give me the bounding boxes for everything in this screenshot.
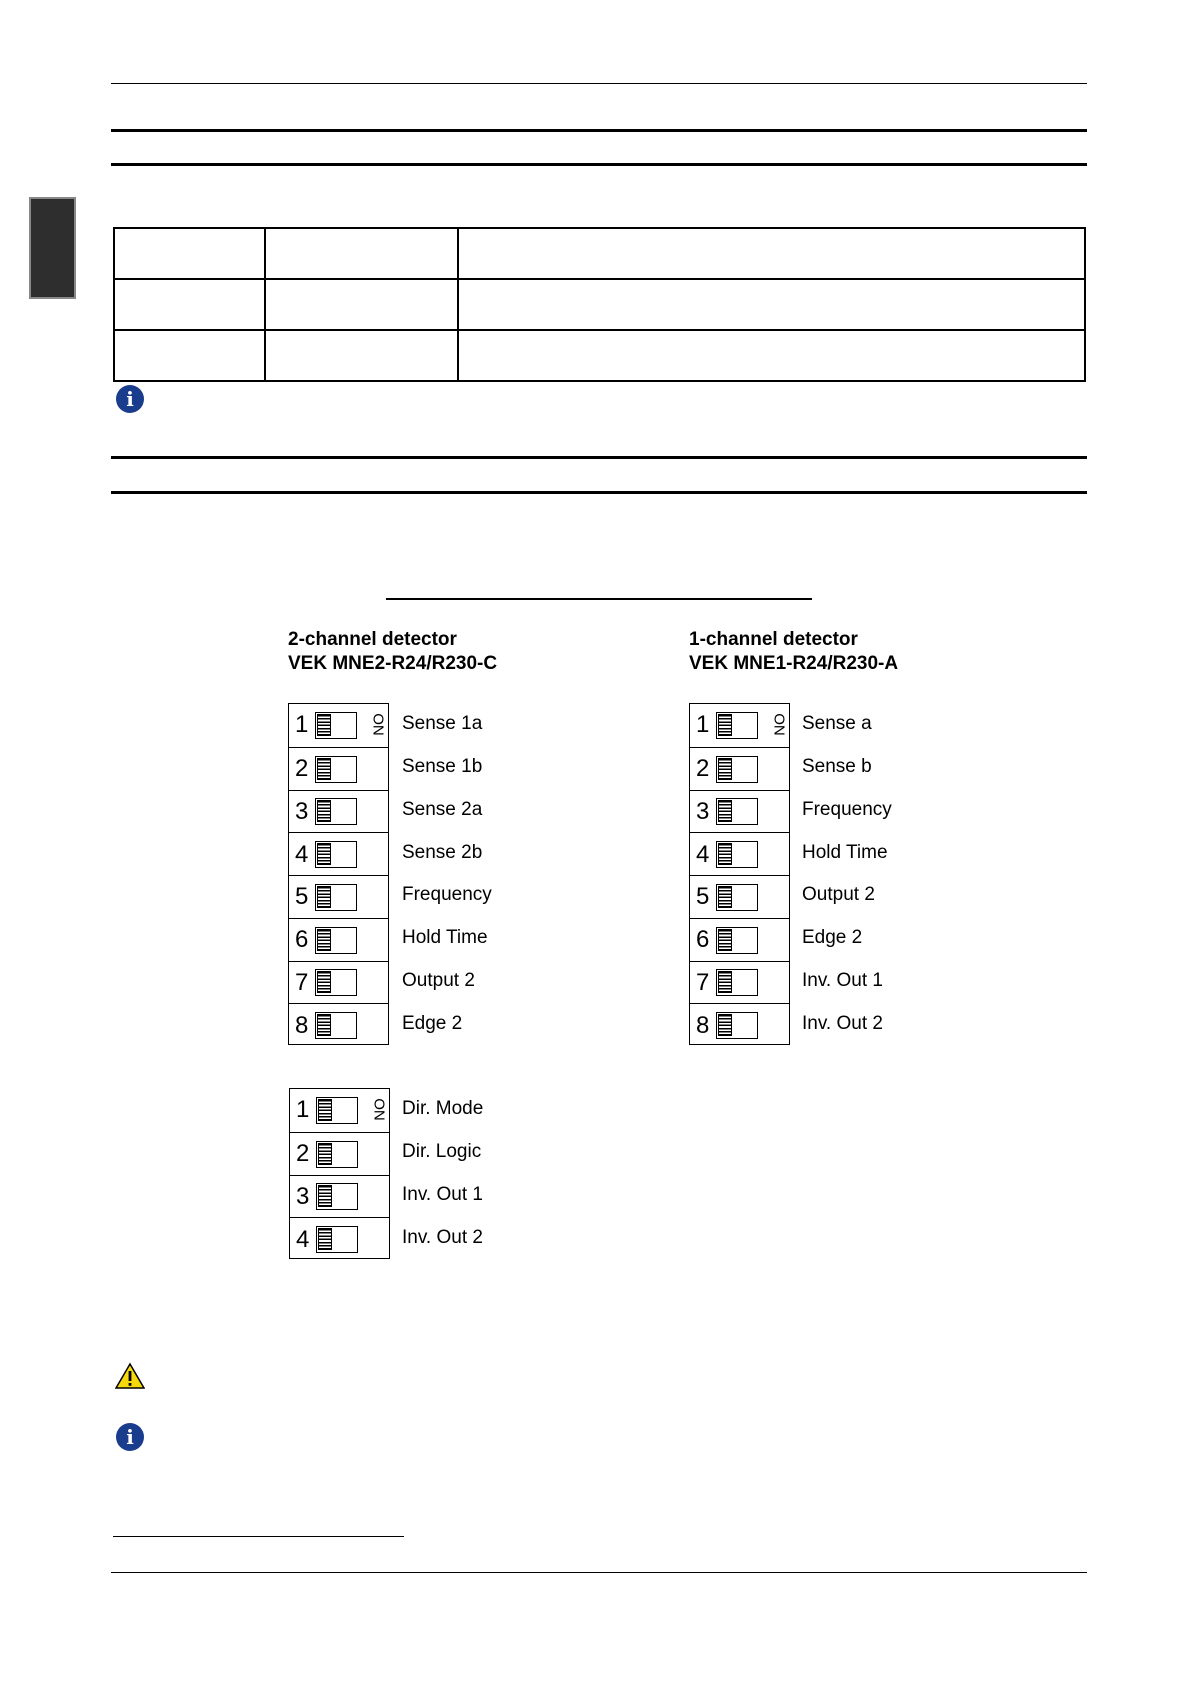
- table-row: [114, 228, 1085, 279]
- switch-number: 1: [696, 711, 710, 739]
- dip-switch-row: [289, 918, 388, 961]
- switch-function-label: Hold Time: [802, 841, 888, 863]
- switch-knob: [318, 1228, 332, 1250]
- spec-table: [113, 227, 1086, 382]
- switch-knob: [718, 714, 732, 736]
- dip-switch-toggle[interactable]: [716, 927, 758, 954]
- switch-function-label: Dir. Mode: [402, 1098, 484, 1120]
- switch-number: 2: [296, 1140, 310, 1168]
- switch-knob: [317, 1014, 331, 1036]
- on-label: ON: [770, 713, 788, 736]
- dip-switch-row: [690, 790, 789, 833]
- dip-switch-row: [289, 790, 388, 833]
- switch-knob: [317, 758, 331, 780]
- dip-switch-row: [690, 747, 789, 790]
- dip-switch-block-2ch-b: [289, 1088, 390, 1259]
- switch-function-label: Frequency: [802, 798, 892, 820]
- switch-knob: [718, 843, 732, 865]
- detector-1ch-title-line1: 1-channel detector: [689, 629, 858, 650]
- dip-switch-toggle[interactable]: [315, 756, 357, 783]
- dip-switch-toggle[interactable]: [315, 969, 357, 996]
- dip-switch-toggle[interactable]: [716, 884, 758, 911]
- switch-number: 6: [295, 926, 309, 954]
- dip-switch-row: [690, 875, 789, 918]
- switch-number: 3: [295, 797, 309, 825]
- switch-function-label: Inv. Out 1: [802, 969, 883, 991]
- table-cell: [458, 228, 1085, 279]
- dip-switch-toggle[interactable]: [316, 1183, 358, 1210]
- dip-switch-row: [289, 961, 388, 1004]
- switch-number: 1: [295, 711, 309, 739]
- switch-knob: [718, 929, 732, 951]
- detector-2ch-title-line2: VEK MNE2-R24/R230-C: [288, 653, 498, 674]
- switch-knob: [318, 1099, 332, 1121]
- switch-knob: [317, 971, 331, 993]
- dip-switch-row: [290, 1132, 389, 1175]
- switch-function-label: Hold Time: [402, 927, 488, 949]
- dip-switch-row: [289, 747, 388, 790]
- table-cell: [114, 228, 265, 279]
- chapter-tab-marker: [29, 197, 76, 299]
- switch-knob: [718, 971, 732, 993]
- switch-function-label: Output 2: [802, 884, 875, 906]
- table-cell: [114, 279, 265, 330]
- dip-switch-toggle[interactable]: [315, 712, 357, 739]
- warning-icon: [115, 1362, 145, 1390]
- switch-function-label: Inv. Out 1: [402, 1183, 483, 1205]
- switch-number: 3: [696, 797, 710, 825]
- switch-function-label: Sense 2a: [402, 798, 483, 820]
- dip-switch-toggle[interactable]: [315, 798, 357, 825]
- switch-knob: [318, 1143, 332, 1165]
- switch-knob: [317, 929, 331, 951]
- switch-number: 8: [295, 1011, 309, 1039]
- switch-function-label: Frequency: [402, 884, 492, 906]
- dip-switch-toggle[interactable]: [716, 798, 758, 825]
- footnote-rule: [113, 1536, 404, 1537]
- switch-knob: [317, 714, 331, 736]
- switch-knob: [718, 758, 732, 780]
- switch-function-label: Edge 2: [802, 927, 863, 949]
- table-cell: [265, 330, 458, 381]
- dip-switch-row: [290, 1175, 389, 1218]
- switch-knob: [718, 1014, 732, 1036]
- table-cell: [265, 279, 458, 330]
- table-cell: [458, 330, 1085, 381]
- switch-knob: [317, 886, 331, 908]
- switch-number: 6: [696, 926, 710, 954]
- dip-switch-toggle[interactable]: [315, 1012, 357, 1039]
- table-cell: [114, 330, 265, 381]
- dip-switch-row: [290, 1089, 389, 1132]
- switch-function-label: Inv. Out 2: [802, 1012, 883, 1034]
- dip-switch-row: [289, 704, 388, 747]
- switch-number: 3: [296, 1182, 310, 1210]
- table-row: [114, 330, 1085, 381]
- dip-switch-row: [690, 1003, 789, 1046]
- dip-switch-toggle[interactable]: [716, 712, 758, 739]
- detector-2ch-title-line1: 2-channel detector: [288, 629, 457, 650]
- dip-switch-toggle[interactable]: [716, 841, 758, 868]
- dip-switch-row: [289, 832, 388, 875]
- switch-number: 4: [296, 1225, 310, 1253]
- dip-switch-row: [690, 918, 789, 961]
- switch-function-label: Sense 1a: [402, 713, 483, 735]
- section-rule-top-2: [111, 456, 1087, 459]
- dip-switch-row: [690, 832, 789, 875]
- switch-knob: [318, 1185, 332, 1207]
- dip-switch-toggle[interactable]: [315, 927, 357, 954]
- header-rule: [111, 83, 1087, 84]
- switch-number: 7: [696, 968, 710, 996]
- switch-number: 8: [696, 1011, 710, 1039]
- dip-switch-toggle[interactable]: [315, 841, 357, 868]
- dip-switch-block-1ch: [689, 703, 790, 1045]
- dip-switch-row: [289, 1003, 388, 1046]
- switch-function-label: Sense b: [802, 756, 872, 778]
- info-icon: i: [116, 1423, 144, 1451]
- dip-switch-toggle[interactable]: [315, 884, 357, 911]
- section-rule-top-1: [111, 129, 1087, 132]
- switch-function-label: Sense a: [802, 713, 872, 735]
- switch-knob: [317, 800, 331, 822]
- switch-function-label: Edge 2: [402, 1012, 463, 1034]
- switch-number: 5: [295, 883, 309, 911]
- dip-switch-toggle[interactable]: [316, 1141, 358, 1168]
- dip-switch-row: [690, 704, 789, 747]
- switch-number: 7: [295, 968, 309, 996]
- table-cell: [458, 279, 1085, 330]
- switch-number: 2: [696, 755, 710, 783]
- switch-function-label: Sense 1b: [402, 756, 483, 778]
- info-icon: i: [116, 385, 144, 413]
- switch-number: 2: [295, 755, 309, 783]
- footer-rule: [111, 1572, 1087, 1573]
- dip-switch-row: [690, 961, 789, 1004]
- switch-function-label: Output 2: [402, 969, 475, 991]
- switch-number: 1: [296, 1096, 310, 1124]
- detector-1ch-title-line2: VEK MNE1-R24/R230-A: [689, 653, 899, 674]
- switch-number: 4: [295, 840, 309, 868]
- table-row: [114, 279, 1085, 330]
- dip-switch-toggle[interactable]: [716, 756, 758, 783]
- on-label: ON: [369, 713, 387, 736]
- dip-switch-toggle[interactable]: [316, 1097, 358, 1124]
- dip-switch-toggle[interactable]: [316, 1226, 358, 1253]
- switch-function-label: Sense 2b: [402, 841, 483, 863]
- switch-knob: [718, 800, 732, 822]
- on-label: ON: [370, 1098, 388, 1121]
- section-rule-bottom-2: [111, 491, 1087, 494]
- switch-function-label: Dir. Logic: [402, 1141, 482, 1163]
- switch-number: 5: [696, 883, 710, 911]
- dip-switch-block-2ch-a: [288, 703, 389, 1045]
- switch-number: 4: [696, 840, 710, 868]
- dip-switch-row: [289, 875, 388, 918]
- dip-switch-row: [290, 1217, 389, 1260]
- switch-function-label: Inv. Out 2: [402, 1226, 483, 1248]
- chart-heading-underline: [386, 598, 812, 600]
- switch-knob: [718, 886, 732, 908]
- dip-switch-toggle[interactable]: [716, 969, 758, 996]
- table-cell: [265, 228, 458, 279]
- switch-knob: [317, 843, 331, 865]
- dip-switch-toggle[interactable]: [716, 1012, 758, 1039]
- section-rule-bottom-1: [111, 163, 1087, 166]
